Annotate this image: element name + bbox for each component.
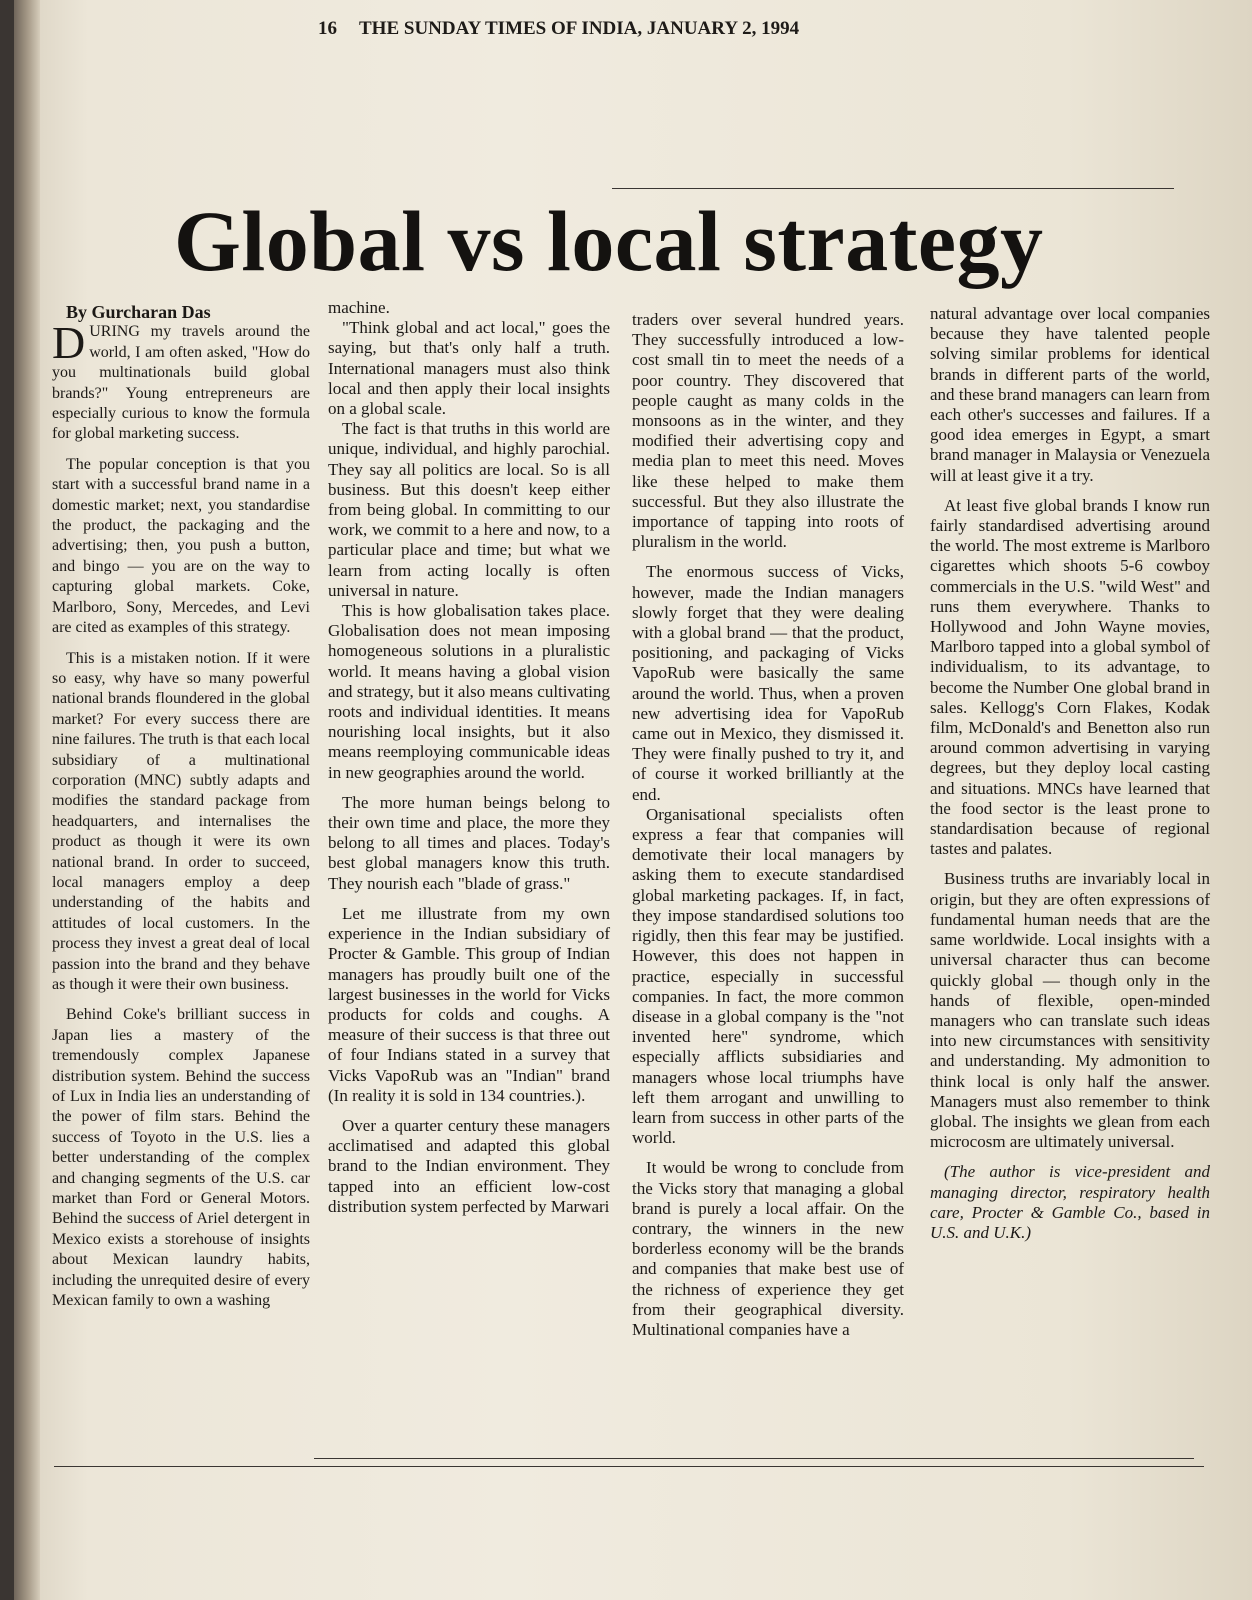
article-column-1 — [52, 302, 310, 1312]
paragraph: DURING my travels around the world, I am often asked, "How do you multinationals build global brands?" Young entrepreneurs are especially curious to know the formula for global marketing success. — [52, 317, 310, 443]
headline: Global vs local strategy — [174, 193, 1044, 289]
paragraph: natural advantage over local companies because they have talented people solving similar problems for identical brands in different parts of the world, and these brand managers can learn from each other's successes and failures. If a good idea emerges in Egypt, a smart brand manager in Malaysia or Venezuela will at least give it a try. — [930, 304, 1210, 485]
newspaper-page — [14, 0, 1252, 1600]
paragraph: This is a mistaken notion. If it were so easy, why have so many powerful national brands floundered in the global market? For every success there are nine failures. The truth is that each local subsidiary of a multinational corporation (MNC) subtly adapts and modifies the standard package from headquarters, and internalises the product as though it were its own national brand. In order to succeed, local managers employ a deep understanding of the habits and attitudes of local customers. In the process they invest a great deal of local passion into the brand and they behave as though it were their own business. — [52, 649, 310, 993]
page-number: 16 — [318, 18, 337, 39]
page-binding-shadow — [14, 0, 40, 1600]
paragraph: The enormous success of Vicks, however, made the Indian managers slowly forget that they were dealing with a global brand — that the product, positioning, and packaging of Vicks VapoRub were basically the same around the world. Thus, when a proven new advertising idea for VapoRub came out in Mexico, they dismissed it. They were finally pushed to try it, and of course it worked brilliantly at the end. — [632, 562, 904, 804]
paragraph: "Think global and act local," goes the saying, but that's only half a truth. International managers must also think local and then apply their local insights on a global scale. — [328, 318, 610, 419]
paragraph: The popular conception is that you start with a successful brand name in a domestic market; next, you standardise the product, the packaging and the advertising; then, you push a button, and bingo — you are on the way to capturing global markets. Coke, Marlboro, Sony, Mercedes, and Levi are cited as examples of this strategy. — [52, 455, 310, 637]
article-column-3 — [632, 310, 904, 1340]
paragraph: Over a quarter century these managers acclimatised and adapted this global brand to the Indian environment. They tapped into an efficient low-cost distribution system perfected by Marwari — [328, 1115, 610, 1216]
byline: By Gurcharan Das — [66, 302, 211, 322]
drop-cap: D — [52, 317, 86, 369]
article-column-2 — [328, 298, 610, 1217]
author-note: (The author is vice-president and managing director, respiratory health care, Procter & Gamble Co., based in U.S. and U.K.) — [930, 1162, 1210, 1242]
paragraph: At least five global brands I know run fairly standardised advertising around the world. The most extreme is Marlboro cigarettes which shoots 5-6 cowboy commercials in the U.S. "wild West" and runs them everywhere. Thanks to Hollywood and John Wayne movies, Marlboro tapped into a global symbol of individualism, to its advantage, to become the Number One global brand in sales. Kellogg's Corn Flakes, Kodak film, McDonald's and Benetton also run around common advertising in varying degrees, but they deploy local casting and situations. MNCs have learned that the food sector is the least prone to standardisation because of regional tastes and palates. — [930, 495, 1210, 859]
paragraph: It would be wrong to conclude from the Vicks story that managing a global brand is purely a local affair. On the contrary, the winners in the new borderless economy will be the brands and companies that make best use of the richness of experience they get from their geographical diversity. Multinational companies have a — [632, 1158, 904, 1339]
paragraph: Organisational specialists often express a fear that companies will demotivate their local managers by asking them to execute standardised global marketing packages. If, in fact, they impose standardised solutions too rigidly, then this fear may be justified. However, this does not happen in practice, especially in successful companies. In fact, the more common disease in a global company is the "not invented here" syndrome, which especially afflicts subsidiaries and managers whose local triumphs have left them arrogant and unwilling to learn from success in other parts of the world. — [632, 804, 904, 1148]
paragraph: traders over several hundred years. They successfully introduced a low-cost small tin to meet the needs of a poor country. They discovered that people caught as many colds in the monsoons as in the winter, and they modified their advertising copy and media plan to meet this need. Moves like these helped to make them successful. But they also illustrate the importance of tapping into roots of pluralism in the world. — [632, 310, 904, 552]
paragraph: Let me illustrate from my own experience in the Indian subsidiary of Procter & Gamble. This group of Indian managers has proudly built one of the largest businesses in the world for Vicks products for colds and coughs. A measure of their success is that three out of four Indians stated in a survey that Vicks VapoRub was an "Indian" brand (In reality it is sold in 134 countries.). — [328, 903, 610, 1105]
article-column-4 — [930, 304, 1210, 1243]
masthead-title: THE SUNDAY TIMES OF INDIA, JANUARY 2, 1994 — [359, 18, 800, 39]
paragraph: machine. — [328, 298, 390, 317]
footer-rule — [54, 1466, 1204, 1467]
paragraph: The more human beings belong to their own time and place, the more they belong to all times and places. Today's best global managers know this truth. They nourish each "blade of grass." — [328, 792, 610, 893]
paragraph: The fact is that truths in this world are unique, individual, and highly parochial. They say all politics are local. So is all business. But this doesn't keep either from being global. In committing to our work, we commit to a here and now, to a particular place and time; but what we learn from acting locally is often universal in nature. — [328, 419, 610, 600]
paragraph: This is how globalisation takes place. Globalisation does not mean imposing homogeneous solutions in a pluralistic world. It means having a global vision and strategy, but it also means cultivating roots and individual identities. It means nourishing local insights, but it also means reemploying communicable ideas in new geographies around the world. — [328, 601, 610, 782]
paragraph: Behind Coke's brilliant success in Japan lies a mastery of the tremendously complex Japanese distribution system. Behind the success of Lux in India lies an understanding of the power of film stars. Behind the success of Toyoto in the U.S. lies a better understanding of the complex and changing segments of the U.S. car market than Ford or General Motors. Behind the success of Ariel detergent in Mexico exists a storehouse of insights about Mexican laundry habits, including the unrequited desire of every Mexican family to own a washing — [52, 1006, 310, 1310]
masthead — [318, 18, 1018, 48]
paragraph: Business truths are invariably local in origin, but they are often expressions of fundamental human needs that are the same worldwide. Local insights with a universal character thus can become quickly global — though only in the hands of flexible, open-minded managers who can translate such ideas into new circumstances with sensitivity and understanding. My admonition to think local is only half the answer. Managers must also remember to think global. The insights we glean from each microcosm are ultimately universal. — [930, 869, 1210, 1152]
footer-rule — [314, 1458, 1194, 1459]
